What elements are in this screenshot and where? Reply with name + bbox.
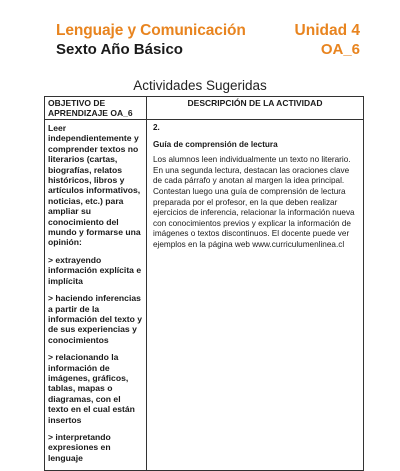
document-header <box>56 22 360 58</box>
description-column-header: DESCRIPCIÓN DE LA ACTIVIDAD <box>147 97 364 120</box>
oa-code-label: OA_6 <box>320 41 360 58</box>
objective-bullet: > extrayendo información explícita e implícita <box>48 254 142 286</box>
objective-intro: Leer independientemente y comprender textos no literarios (cartas, biografías, relatos históricos, libros y artículos informativos, noticias, etc.) para ampliar su conocimiento del mundo y formarse una opinión: <box>48 123 141 248</box>
table-header-row <box>45 97 364 120</box>
objective-bullet: > relacionando la información de imágenes, gráficos, tablas, mapas o diagramas, con el texto en el cual están insertos <box>48 352 135 425</box>
grade-label: Sexto Año Básico <box>56 41 183 58</box>
activity-title: Guía de comprensión de lectura <box>153 139 278 149</box>
subject-title: Lenguaje y Comunicación <box>56 22 246 39</box>
objective-bullet: > interpretando expresiones en lenguaje <box>48 431 111 463</box>
objective-column-header: OBJETIVO DE APRENDIZAJE OA_6 <box>45 97 147 120</box>
activity-description: Los alumnos leen individualmente un texto no literario. En una segunda lectura, destacan las oraciones clave de cada párrafo y anotan al margen la idea principal. Contestan luego una guía de comprensión de lectura preparada por el profesor, en la que deben realizar ejercicios de inferencia, relacionar la información nueva con conocimientos previos y explicar la información de imágenes o textos discontinuos. El docente puede ver ejemplos en la página web www.curriculumenlinea.cl <box>153 155 355 249</box>
objective-bullet: > haciendo inferencias a partir de la información del texto y de sus experiencias y conocimientos <box>48 293 143 345</box>
activity-cell <box>147 120 364 471</box>
section-title: Actividades Sugeridas <box>133 78 267 93</box>
objective-cell <box>45 120 147 471</box>
activities-table <box>44 96 364 471</box>
table-row <box>45 120 364 471</box>
activity-number: 2. <box>153 123 160 132</box>
unit-label: Unidad 4 <box>294 22 360 39</box>
